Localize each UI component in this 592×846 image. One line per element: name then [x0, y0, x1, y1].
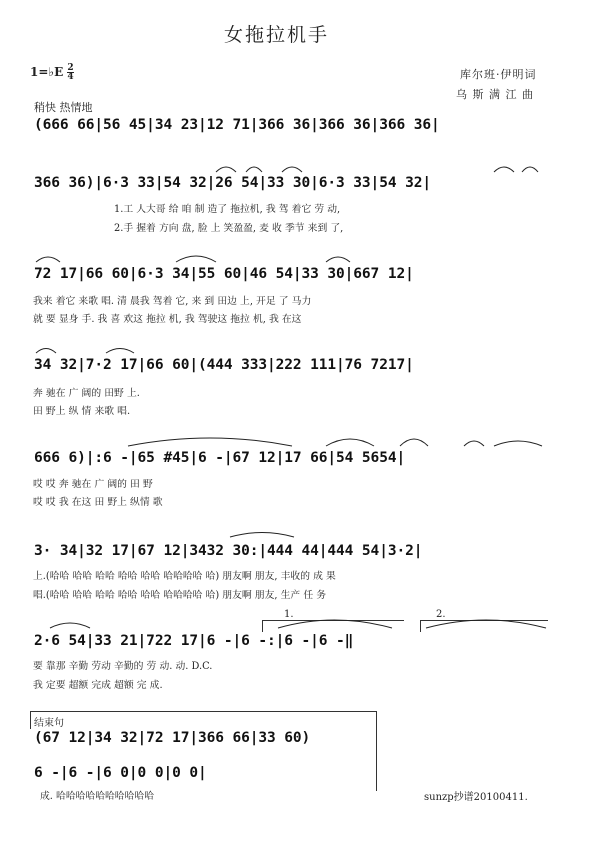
notes-system-9: 6 -|6 -|6 0|0 0|0 0|	[34, 765, 207, 781]
slur	[36, 349, 56, 354]
time-bottom: 4	[67, 72, 74, 82]
notes-system-1: (666 66|56 45|34 23|12 71|366 36|366 36|366 36|	[34, 117, 440, 133]
lyric-line-4-2: 田 野上 纵 情 来歌 唱.	[33, 406, 131, 417]
slur	[128, 438, 292, 446]
ending-label: 结束句	[34, 718, 64, 729]
lyric-line-9-1: 成. 哈哈哈哈哈哈哈哈哈哈	[40, 791, 154, 802]
lyric-line-6-2: 唱.(哈哈 哈哈 哈哈 哈哈 哈哈 哈哈哈哈 哈) 朋友啊 朋友, 生产 任 务	[33, 590, 327, 601]
slur	[230, 533, 294, 538]
key-text: 1=♭E	[30, 65, 64, 79]
ending-bracket-left	[30, 711, 31, 729]
lyric-line-7-2: 我 定要 超额 完成 超额 完 成.	[33, 680, 163, 691]
slur	[106, 349, 134, 354]
slur	[278, 620, 392, 628]
time-signature	[67, 64, 73, 81]
composer: 乌 斯 满 江 曲	[456, 88, 534, 101]
notes-system-2: 366 36)|6·3 33|54 32|26 54|33 30|6·3 33|54 32|	[34, 175, 431, 191]
lyric-line-2-2: 2.手 握着 方向 盘, 脸 上 笑盈盈, 麦 收 季节 来到 了,	[114, 223, 344, 234]
tempo-marking: 稍快 热情地	[34, 101, 93, 114]
key-signature	[30, 64, 74, 81]
lyric-line-4-1: 奔 驰在 广 阔的 田野 上.	[33, 388, 140, 399]
slur	[426, 620, 546, 628]
slur	[246, 167, 262, 172]
slur	[176, 256, 216, 262]
volta-1-label: 1.	[284, 609, 294, 620]
volta-2-left	[420, 620, 421, 632]
volta-1-line	[262, 620, 404, 621]
transcriber-credit: sunzp抄谱20100411.	[424, 792, 528, 803]
ending-bracket-top	[30, 711, 376, 712]
slur	[50, 623, 90, 628]
slur	[400, 439, 428, 446]
lyric-line-5-1: 哎 哎 奔 驰在 广 阔的 田 野	[33, 479, 153, 490]
slur	[522, 167, 538, 172]
notes-system-3: 72 17|66 60|6·3 34|55 60|46 54|33 30|667 12|	[34, 266, 414, 282]
slur	[494, 441, 542, 446]
slur	[494, 167, 514, 172]
volta-1-left	[262, 620, 263, 632]
lyric-line-3-1: 我来 着它 来歌 唱. 清 晨我 驾着 它, 来 到 田边 上, 开足 了 马力	[33, 296, 312, 307]
lyric-line-3-2: 就 要 显身 手. 我 喜 欢这 拖拉 机, 我 驾驶这 拖拉 机, 我 在这	[33, 314, 302, 325]
slur	[36, 257, 60, 262]
ending-bracket-right	[376, 711, 377, 791]
lyric-line-6-1: 上.(哈哈 哈哈 哈哈 哈哈 哈哈 哈哈哈哈 哈) 朋友啊 朋友, 丰收的 成 果	[33, 571, 336, 582]
notes-system-8: (67 12|34 32|72 17|366 66|33 60)	[34, 730, 311, 746]
volta-2-label: 2.	[436, 609, 446, 620]
song-title: 女拖拉机手	[224, 24, 330, 46]
time-top: 2	[67, 63, 74, 73]
slur	[282, 167, 302, 172]
slur	[464, 441, 484, 446]
slur	[326, 439, 374, 446]
notes-system-5: 666 6)|:6 -|65 #45|6 -|67 12|17 66|54 5654|	[34, 450, 406, 466]
lyricist: 库尔班·伊明词	[460, 68, 537, 81]
notes-system-7: 2·6 54|33 21|722 17|6 -|6 -:|6 -|6 -‖	[34, 633, 354, 649]
notes-system-4: 34 32|7·2 17|66 60|(444 333|222 111|76 7217|	[34, 357, 414, 373]
lyric-line-2-1: 1.工 人大哥 给 咱 制 造了 拖拉机, 我 驾 着它 劳 动,	[114, 204, 341, 215]
volta-2-line	[420, 620, 548, 621]
lyric-line-7-1: 要 靠那 辛勤 劳动 辛勤的 劳 动. 动. D.C.	[33, 661, 213, 672]
slur	[326, 257, 350, 262]
slur	[216, 167, 236, 172]
notes-system-6: 3· 34|32 17|67 12|3432 30:|444 44|444 54|3·2|	[34, 543, 423, 559]
lyric-line-5-2: 哎 哎 我 在这 田 野上 纵情 歌	[33, 497, 163, 508]
